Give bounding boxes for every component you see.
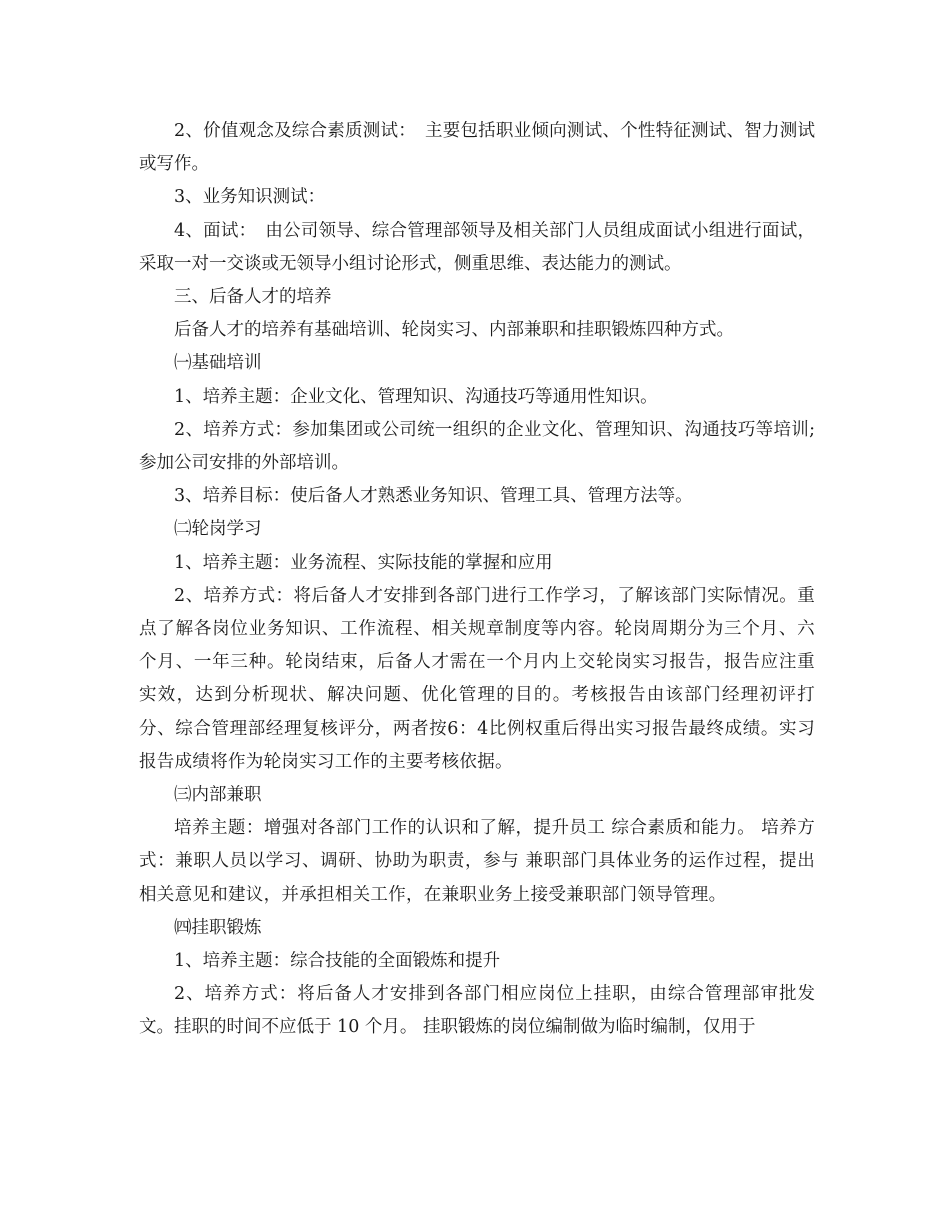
paragraph-business-test: 3、业务知识测试： (174, 187, 326, 208)
document-body (139, 115, 815, 1045)
paragraph-basic-theme: 1、培养主题：企业文化、管理知识、沟通技巧等通用性知识。 (174, 386, 658, 407)
section-heading-talent-training: 三、后备人才的培养 (174, 287, 332, 308)
paragraph-rotation-theme: 1、培养主题：业务流程、实际技能的掌握和应用 (174, 552, 553, 573)
subheading-part-time: ㈢内部兼职 (174, 785, 262, 806)
subheading-rotation: ㈡轮岗学习 (174, 519, 262, 540)
paragraph-temporary-theme: 1、培养主题：综合技能的全面锻炼和提升 (174, 951, 501, 972)
paragraph-temporary-method: 2、培养方式：将后备人才安排到各部门相应岗位上挂职，由综合管理部审批发文。挂职的时间不应低于 10 个月。 挂职锻炼的岗位编制做为临时编制，仅用于 (139, 984, 815, 1038)
paragraph-part-time: 培养主题：增强对各部门工作的认识和了解，提升员工 综合素质和能力。 培养方式：兼职人员以学习、调研、协助为职责，参与 兼职部门具体业务的运作过程，提出相关意见和建议，并承担相关工作，在兼职业务上接受兼职部门领导管理。 (139, 818, 815, 905)
subheading-temporary-post: ㈣挂职锻炼 (174, 917, 262, 938)
paragraph-interview: 4、面试： 由公司领导、综合管理部领导及相关部门人员组成面试小组进行面试，采取一对一交谈或无领导小组讨论形式，侧重思维、表达能力的测试。 (139, 220, 815, 274)
paragraph-basic-method: 2、培养方式：参加集团或公司统一组织的企业文化、管理知识、沟通技巧等培训;参加公司安排的外部培训。 (139, 419, 815, 474)
paragraph-rotation-method: 2、培养方式：将后备人才安排到各部门进行工作学习，了解该部门实际情况。重点了解各岗位业务知识、工作流程、相关规章制度等内容。轮岗周期分为三个月、六个月、一年三种。轮岗结束，后备人才需在一个月内上交轮岗实习报告，报告应注重实效，达到分析现状、解决问题、优化管理的目的。考核报告由该部门经理初评打分、综合管理部经理复核评分，两者按6：4比例权重后得出实习报告最终成绩。实习报告成绩将作为轮岗实习工作的主要考核依据。 (139, 585, 815, 772)
paragraph-training-overview: 后备人才的培养有基础培训、轮岗实习、内部兼职和挂职锻炼四种方式。 (174, 320, 734, 341)
paragraph-values-test: 2、价值观念及综合素质测试： 主要包括职业倾向测试、个性特征测试、智力测试或写作。 (139, 121, 815, 175)
subheading-basic-training: ㈠基础培训 (174, 353, 262, 374)
paragraph-basic-goal: 3、培养目标：使后备人才熟悉业务知识、管理工具、管理方法等。 (174, 486, 693, 507)
